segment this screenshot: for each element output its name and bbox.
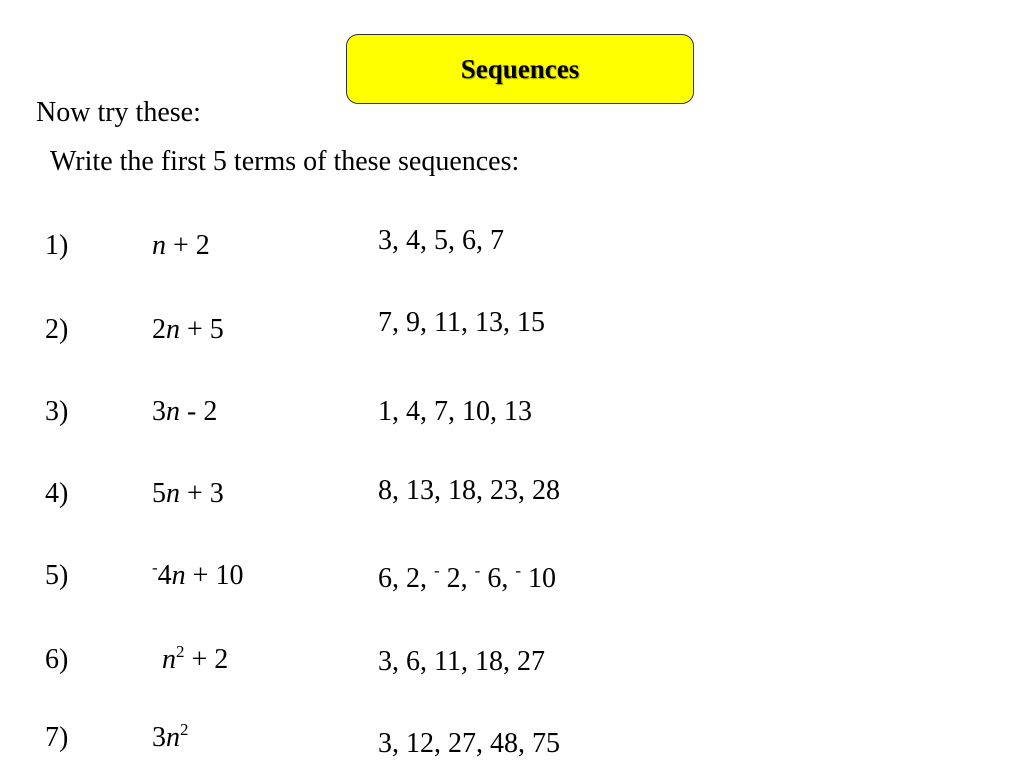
answer-part: 2, (439, 563, 475, 594)
title-box (346, 34, 694, 104)
answer: 3, 12, 27, 48, 75 (378, 728, 560, 759)
answer-part: 10 (521, 563, 557, 594)
variable: n (152, 230, 166, 261)
question-number: 1) (45, 230, 69, 261)
expression-rest: + 3 (180, 478, 224, 509)
question-number: 3) (45, 396, 69, 427)
expression (152, 560, 243, 592)
question-number: 5) (45, 560, 69, 591)
variable: n (162, 644, 176, 675)
negative-sign: - (434, 561, 440, 580)
answer: 3, 4, 5, 6, 7 (378, 225, 504, 256)
instruction-text: Write the first 5 terms of these sequences: (50, 146, 520, 177)
negative-sign: - (515, 561, 522, 580)
expression (162, 644, 228, 676)
answer: 8, 13, 18, 23, 28 (378, 475, 560, 506)
intro-text: Now try these: (36, 97, 201, 128)
variable: n (166, 396, 180, 427)
variable: n (171, 560, 186, 591)
exponent: 2 (176, 642, 185, 661)
coefficient: 4 (157, 560, 172, 591)
answer: 7, 9, 11, 13, 15 (378, 307, 545, 338)
page-title: Sequences (460, 53, 580, 84)
expression (152, 396, 217, 428)
answer: 1, 4, 7, 10, 13 (378, 396, 532, 427)
expression (152, 230, 210, 262)
expression-rest: - 2 (180, 396, 218, 427)
expression-rest: + 5 (180, 314, 224, 345)
answer: 3, 6, 11, 18, 27 (378, 646, 545, 677)
variable: n (166, 314, 180, 345)
variable: n (166, 722, 180, 753)
question-number: 4) (45, 478, 69, 509)
question-number: 7) (45, 722, 69, 753)
coefficient: 3 (152, 396, 166, 427)
expression-rest: + 2 (184, 644, 229, 675)
variable: n (166, 478, 180, 509)
expression (152, 722, 189, 754)
answer-part: 6, (480, 563, 516, 594)
exponent: 2 (180, 720, 189, 739)
expression-rest: + 2 (166, 230, 210, 261)
question-number: 6) (45, 644, 69, 675)
expression-rest: + 10 (185, 560, 244, 591)
coefficient: 3 (152, 722, 166, 753)
answer-part: 6, 2, (378, 563, 434, 594)
negative-sign: - (474, 561, 481, 580)
negative-sign: - (152, 558, 158, 577)
answer (378, 563, 556, 595)
coefficient: 5 (152, 478, 166, 509)
expression (152, 478, 224, 510)
expression (152, 314, 224, 346)
coefficient: 2 (152, 314, 166, 345)
question-number: 2) (45, 314, 69, 345)
